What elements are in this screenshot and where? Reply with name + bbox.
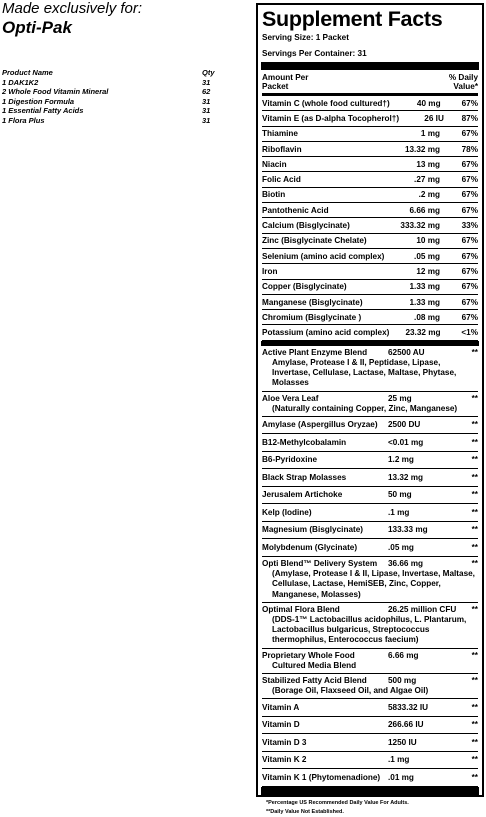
blend-row [262,417,478,435]
blend-ingredients: (DDS-1™ Lactobacillus acidophilus, L. Plantarum, Lactobacillus bulgaricus, Streptococcus thermophilus, Enterococcus faecium) [272,614,467,645]
nutrient-amount: 23.32 mg [405,328,441,338]
blend-daily-value: ** [471,650,478,660]
nutrient-row [262,157,478,172]
supplement-facts-panel [256,3,484,815]
blend-amount: <0.01 mg [388,437,424,447]
nutrient-name: Calcium (Bisglycinate) [262,221,350,231]
nutrient-amount: 1 mg [420,129,440,139]
product-row [2,87,252,97]
blend-row [262,504,478,522]
thick-divider [261,787,479,795]
blend-ingredients: Amylase, Protease I & II, Peptidase, Lipase, Invertase, Cellulase, Lactase, Maltase, Phytase, Molasses [272,357,457,388]
blend-amount: 50 mg [388,490,412,500]
blend-daily-value: ** [471,755,478,765]
blend-row [262,674,478,699]
nutrient-name: Riboflavin [262,144,302,154]
serving-size: Serving Size: 1 Packet [262,33,349,42]
nutrient-row [262,203,478,218]
blend-amount: 26.25 million CFU [388,604,457,614]
blend-name: Vitamin D 3 [262,737,307,747]
nutrient-amount: 333.32 mg [400,221,440,231]
nutrient-daily-value: 67% [461,236,478,246]
nutrient-daily-value: 67% [461,129,478,139]
blend-name: Optimal Flora Blend [262,604,340,614]
blend-daily-value: ** [471,542,478,552]
blend-name: Stabilized Fatty Acid Blend [262,676,367,686]
nutrient-name: Niacin [262,159,287,169]
nutrient-daily-value: 78% [461,144,478,154]
nutrient-name: Chromium (Bisglycinate ) [262,312,362,322]
blend-name: Proprietary Whole Food [262,650,355,660]
product-list-header [2,68,252,78]
blend-daily-value: ** [471,676,478,686]
blend-name: Aloe Vera Leaf [262,393,319,403]
blend-row [262,522,478,540]
blend-daily-value: ** [471,347,478,357]
nutrient-daily-value: 67% [461,297,478,307]
blend-amount: .1 mg [388,507,410,517]
brand-name: Opti-Pak [2,18,72,37]
daily-label: % Daily [448,73,478,82]
nutrient-amount: .05 mg [414,251,440,261]
nutrient-amount: 6.66 mg [409,205,440,215]
nutrient-daily-value: 67% [461,251,478,261]
blend-row [262,539,478,557]
nutrient-amount: 1.33 mg [409,297,440,307]
blend-name: Magnesium (Bisglycinate) [262,525,364,535]
blend-name: Black Strap Molasses [262,472,347,482]
nutrient-amount: 12 mg [416,266,440,276]
product-qty: 31 [202,96,211,106]
product-name: 1 Essential Fatty Acids [2,106,84,116]
nutrient-row [262,325,478,340]
nutrient-daily-value: 67% [461,266,478,276]
qty-header: Qty [202,68,215,77]
nutrient-row [262,188,478,203]
blend-ingredients: Cultured Media Blend [272,660,357,670]
blend-name: Molybdenum (Glycinate) [262,542,358,552]
nutrient-name: Vitamin E (as D-alpha Tocopherol†) [262,113,400,123]
packet-label: Packet [262,82,289,91]
blend-name: B12-Methylcobalamin [262,437,347,447]
blend-name: Amylase (Aspergillus Oryzae) [262,420,378,430]
blend-row [262,392,478,417]
nutrient-row [262,280,478,295]
nutrient-amount: 1.33 mg [409,282,440,292]
blend-amount: 62500 AU [388,347,425,357]
nutrient-name: Copper (Bisglycinate) [262,282,347,292]
nutrient-amount: 26 IU [424,113,444,123]
facts-title: Supplement Facts [262,7,443,31]
nutrient-daily-value: <1% [461,328,478,338]
nutrient-name: Folic Acid [262,175,301,185]
blend-daily-value: ** [471,772,478,782]
nutrient-amount: 13 mg [416,159,440,169]
nutrient-daily-value: 67% [461,190,478,200]
blend-daily-value: ** [471,455,478,465]
blend-name: Active Plant Enzyme Blend [262,347,368,357]
blend-daily-value: ** [471,558,478,568]
blend-name: Jerusalem Artichoke [262,490,343,500]
blend-row [262,734,478,752]
blend-amount: 1250 IU [388,737,417,747]
nutrient-daily-value: 87% [461,113,478,123]
blend-daily-value: ** [471,507,478,517]
nutrient-row [262,111,478,126]
product-row [2,97,252,107]
nutrient-name: Selenium (amino acid complex) [262,251,385,261]
blend-row [262,649,478,674]
product-name-header: Product Name [2,68,53,77]
blend-daily-value: ** [471,604,478,614]
blend-daily-value: ** [471,393,478,403]
nutrient-name: Thiamine [262,129,298,139]
blend-amount: 2500 DU [388,420,421,430]
facts-header [262,70,478,96]
nutrient-name: Manganese (Bisglycinate) [262,297,363,307]
nutrient-row [262,310,478,325]
blend-ingredients: (Amylase, Protease I & II, Lipase, Invertase, Maltase, Cellulase, Lactase, HemiSEB, Zinc, Copper, Manganese, Molasses) [272,568,475,599]
blend-row [262,434,478,452]
blend-amount: .01 mg [388,772,414,782]
blend-name: Vitamin A [262,702,300,712]
blend-row [262,452,478,470]
blend-daily-value: ** [471,490,478,500]
product-name: 1 Flora Plus [2,115,45,125]
product-row [2,116,252,126]
blend-amount: 266.66 IU [388,720,424,730]
blend-amount: 5833.32 IU [388,702,429,712]
nutrient-row [262,96,478,111]
footnote-dv: *Percentage US Recommended Daily Value For Adults. [266,799,409,806]
nutrient-name: Zinc (Bisglycinate Chelate) [262,236,367,246]
blend-daily-value: ** [471,737,478,747]
blend-name: Vitamin K 2 [262,755,307,765]
nutrient-daily-value: 67% [461,175,478,185]
nutrient-amount: .08 mg [414,312,440,322]
blend-name: Vitamin D [262,720,300,730]
product-qty: 31 [202,115,211,125]
thick-divider [261,62,479,70]
nutrient-row [262,249,478,264]
blend-amount: 133.33 mg [388,525,428,535]
blend-list [262,346,478,787]
nutrient-amount: .2 mg [418,190,440,200]
nutrient-daily-value: 67% [461,98,478,108]
nutrient-row [262,264,478,279]
product-name: 1 DAK1K2 [2,77,39,87]
product-qty: 31 [202,106,211,116]
blend-row [262,346,478,392]
blend-daily-value: ** [471,720,478,730]
blend-row [262,752,478,770]
value-label: Value* [453,82,478,91]
blend-ingredients: (Borage Oil, Flaxseed Oil, and Algae Oil) [272,686,429,696]
product-row [2,78,252,88]
blend-row [262,487,478,505]
nutrient-row [262,127,478,142]
nutrient-row [262,295,478,310]
blend-amount: 1.2 mg [388,455,414,465]
product-list [2,68,252,126]
blend-daily-value: ** [471,472,478,482]
blend-amount: 25 mg [388,393,412,403]
product-name: 2 Whole Food Vitamin Mineral [2,87,109,97]
nutrient-name: Biotin [262,190,286,200]
footnote-not-established: **Daily Value Not Established. [266,808,344,815]
blend-row [262,699,478,717]
blend-row [262,717,478,735]
order-summary [2,0,252,126]
product-qty: 31 [202,77,211,87]
nutrient-daily-value: 67% [461,159,478,169]
product-qty: 62 [202,87,211,97]
nutrient-amount: 10 mg [416,236,440,246]
nutrient-daily-value: 67% [461,282,478,292]
amount-per-label: Amount Per [262,73,309,82]
made-for-label: Made exclusively for: [2,0,143,17]
nutrient-row [262,234,478,249]
blend-amount: 6.66 mg [388,650,419,660]
blend-amount: 36.66 mg [388,558,424,568]
nutrient-name: Vitamin C (whole food cultured†) [262,98,390,108]
nutrient-row [262,218,478,233]
nutrient-name: Pantothenic Acid [262,205,329,215]
nutrient-list [262,96,478,341]
blend-name: Vitamin K 1 (Phytomenadione) [262,772,381,782]
nutrient-daily-value: 67% [461,312,478,322]
blend-daily-value: ** [471,525,478,535]
nutrient-amount: 40 mg [416,98,441,108]
footnotes [262,795,478,817]
nutrient-name: Potassium (amino acid complex) [262,328,390,338]
blend-daily-value: ** [471,702,478,712]
blend-ingredients: (Naturally containing Copper, Zinc, Manganese) [272,403,458,413]
nutrient-row [262,142,478,157]
blend-name: Kelp (Iodine) [262,507,312,517]
product-row [2,106,252,116]
product-name: 1 Digestion Formula [2,96,75,106]
blend-daily-value: ** [471,437,478,447]
nutrient-daily-value: 67% [461,205,478,215]
blend-amount: .1 mg [388,755,410,765]
blend-row [262,603,478,649]
nutrient-amount: 13.32 mg [404,144,440,154]
servings-per-container: Servings Per Container: 31 [262,49,367,58]
nutrient-amount: .27 mg [414,175,440,185]
nutrient-name: Iron [262,266,278,276]
nutrient-daily-value: 33% [461,221,478,231]
blend-amount: .05 mg [388,542,414,552]
blend-name: Opti Blend™ Delivery System [262,558,378,568]
blend-row [262,769,478,787]
nutrient-row [262,172,478,187]
blend-name: B6-Pyridoxine [262,455,318,465]
blend-row [262,469,478,487]
blend-amount: 13.32 mg [388,472,424,482]
blend-amount: 500 mg [388,676,417,686]
blend-daily-value: ** [471,420,478,430]
blend-row [262,557,478,603]
